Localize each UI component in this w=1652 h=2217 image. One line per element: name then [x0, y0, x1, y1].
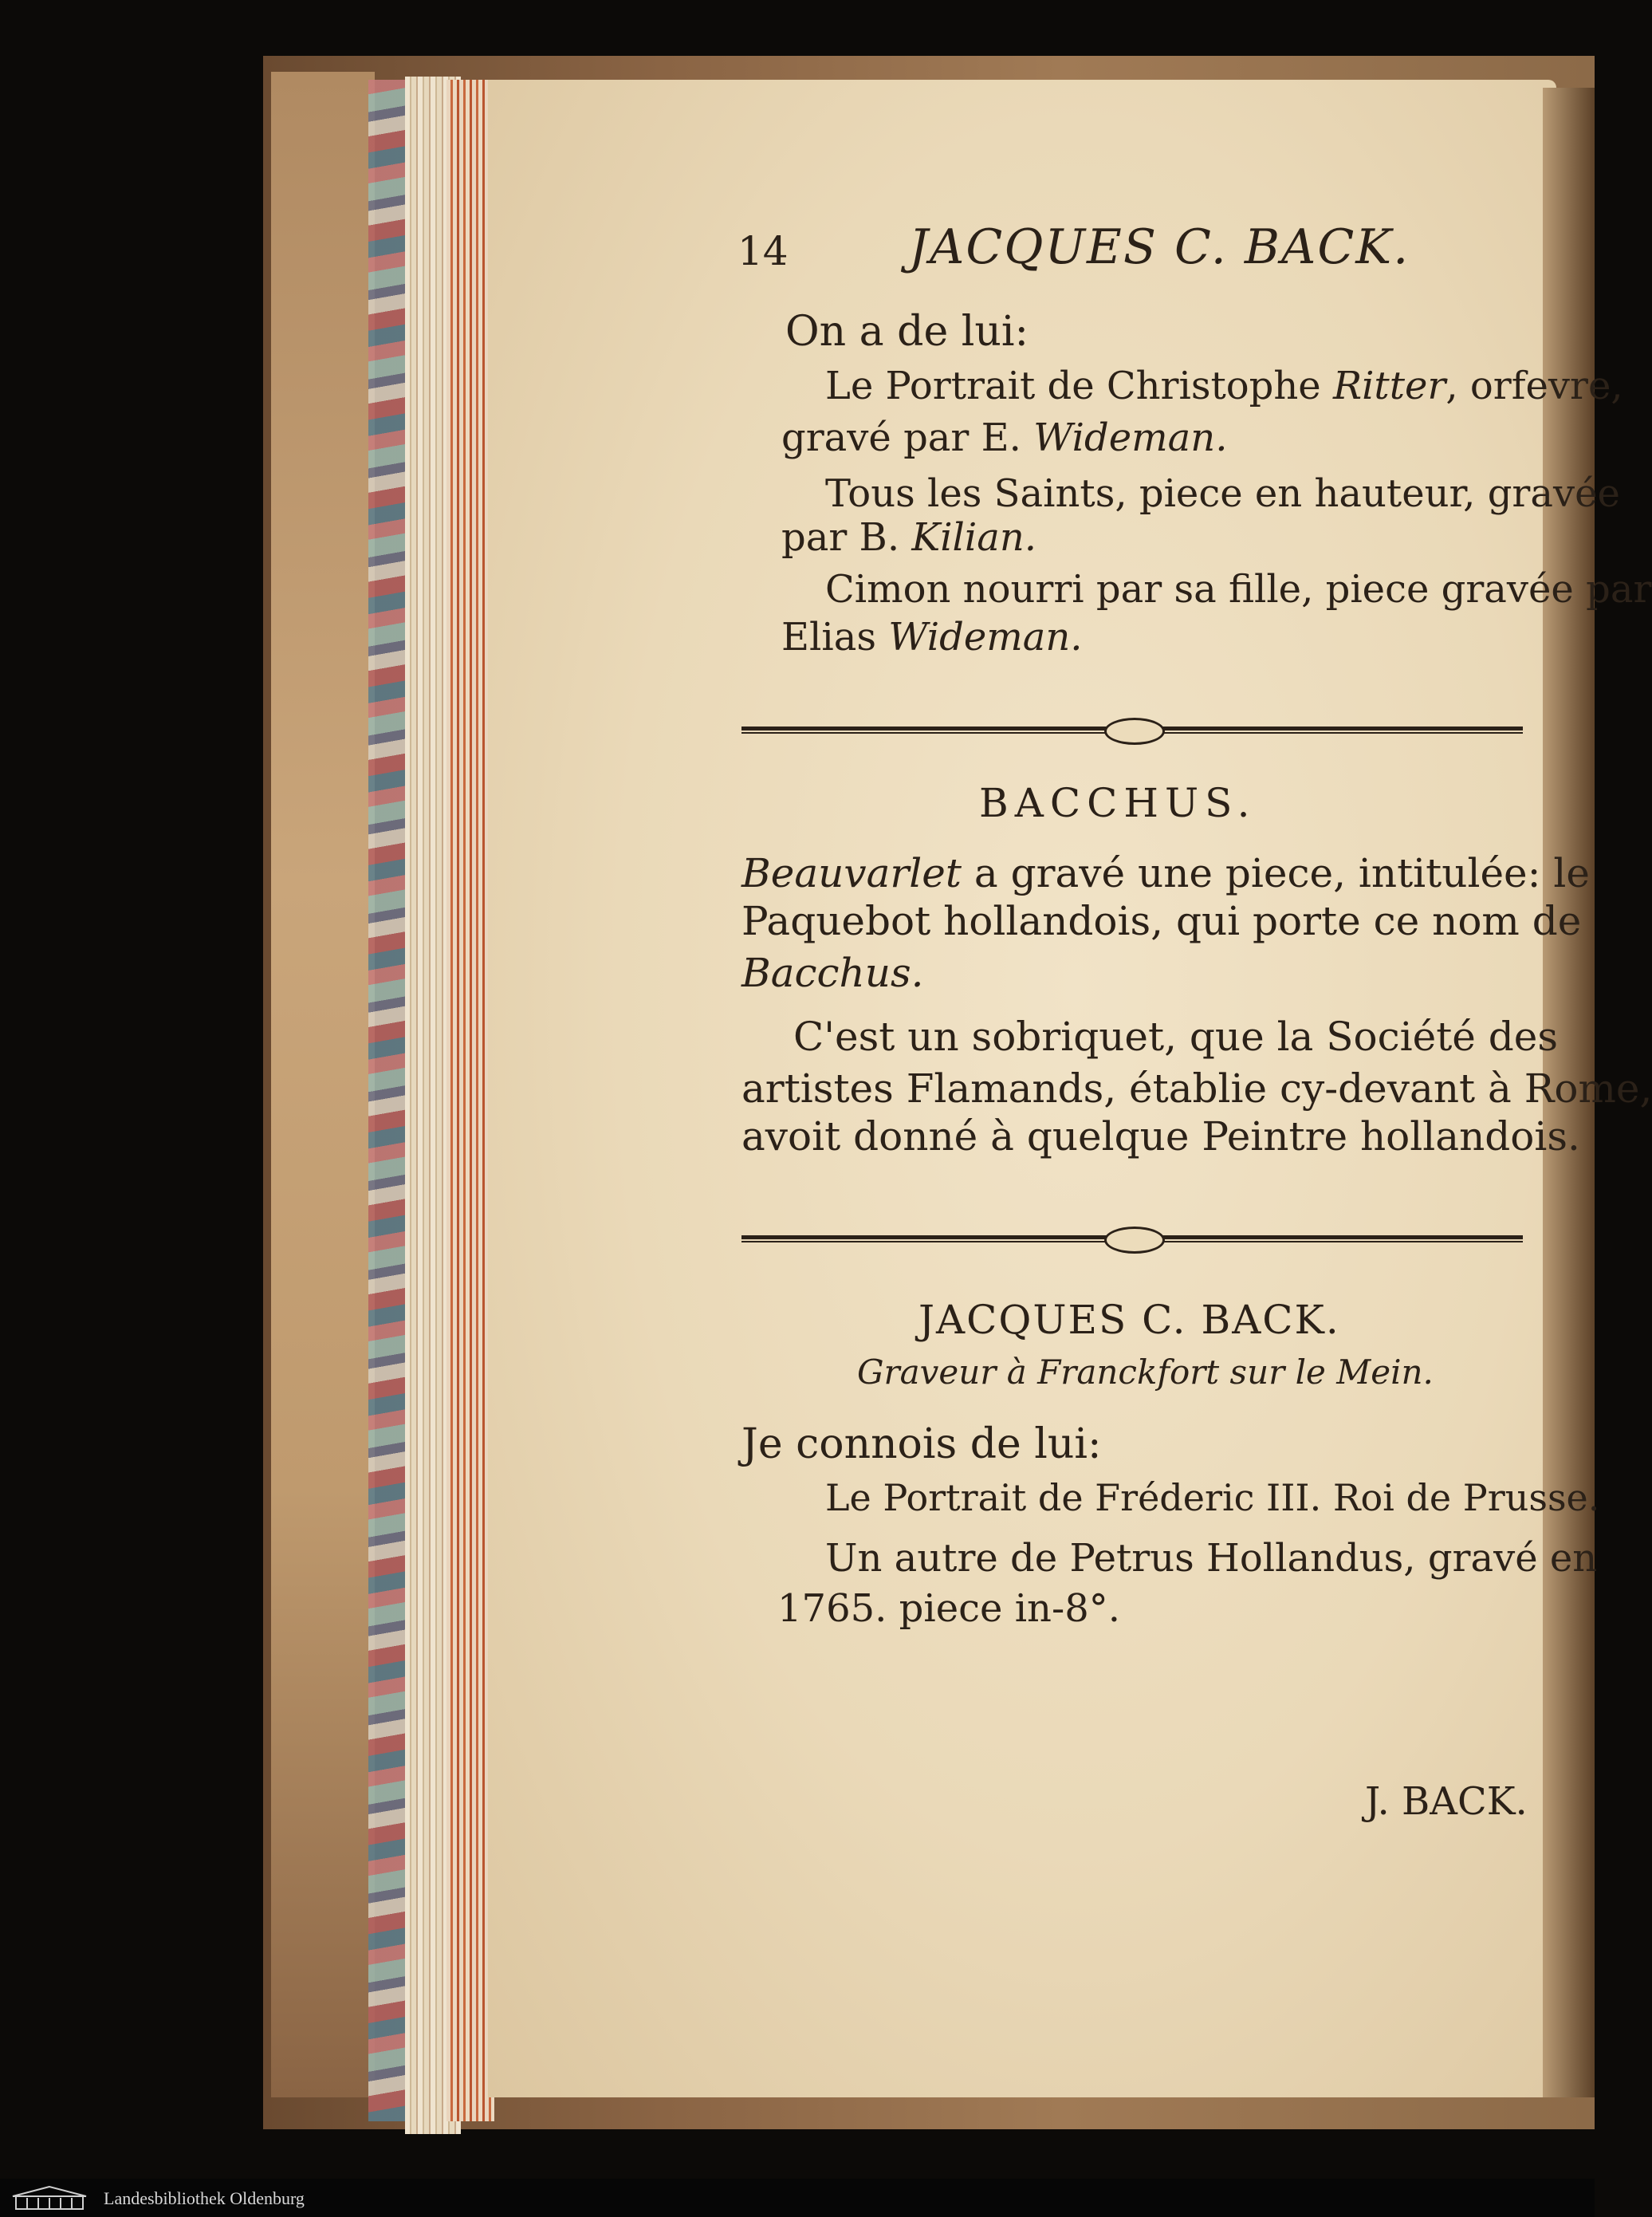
text-span: Beauvarlet	[741, 850, 962, 896]
text-span: , orfevre,	[1446, 364, 1623, 408]
text-span: Un autre de Petrus Hollandus, gravé en	[825, 1536, 1598, 1581]
text-span: Bacchus.	[741, 950, 924, 996]
text-line	[825, 364, 1623, 408]
text-span: C'est un sobriquet, que la Société des	[793, 1014, 1559, 1060]
text-span: 1765. piece in-8°.	[777, 1586, 1120, 1631]
text-span: Le Portrait de Christophe	[825, 364, 1333, 408]
text-line	[781, 615, 1083, 660]
text-span: Kilian.	[911, 515, 1037, 560]
entry-heading: BACCHUS.	[979, 780, 1257, 826]
catchword: J. BACK.	[1365, 1779, 1528, 1824]
text-line	[781, 415, 1228, 460]
text-span: Paquebot hollandois, qui porte ce nom de	[741, 898, 1582, 944]
text-line	[741, 950, 924, 996]
text-line	[781, 515, 1037, 560]
library-footer	[0, 2179, 1595, 2217]
text-line	[793, 1014, 1559, 1060]
text-span: Tous les Saints, piece en hauteur, gravée	[825, 471, 1620, 516]
text-line	[825, 471, 1620, 516]
text-line	[825, 1536, 1598, 1581]
marbled-endpaper	[368, 80, 405, 2121]
text-span: artistes Flamands, établie cy-devant à Rome,	[741, 1065, 1652, 1112]
text-span: a gravé une piece, intitulée: le	[961, 850, 1590, 896]
running-head: JACQUES C. BACK.	[909, 219, 1410, 275]
entry-heading: JACQUES C. BACK.	[918, 1297, 1340, 1343]
text-span: Le Portrait de Fréderic III. Roi de Prusse.	[825, 1476, 1600, 1519]
text-span: Cimon nourri par sa fille, piece gravée par	[825, 567, 1652, 612]
text-span: Wideman.	[1033, 415, 1228, 460]
text-line	[741, 898, 1582, 944]
ornamental-rule	[741, 724, 1523, 735]
text-span: par B.	[781, 515, 912, 560]
library-name: Landesbibliothek Oldenburg	[104, 2188, 305, 2208]
text-span: On a de lui:	[785, 308, 1029, 356]
text-line	[777, 1586, 1120, 1631]
text-span: Elias	[781, 615, 889, 660]
library-building-icon	[10, 2185, 89, 2211]
text-span: Ritter	[1332, 364, 1446, 408]
text-span: gravé par E.	[781, 415, 1034, 460]
red-page-edges	[446, 80, 494, 2121]
text-line	[785, 308, 1029, 356]
text-span: Wideman.	[888, 615, 1083, 660]
text-line	[741, 1420, 1102, 1468]
text-line	[741, 1065, 1652, 1112]
text-line	[741, 1113, 1580, 1160]
text-span: Je connois de lui:	[741, 1420, 1102, 1468]
entry-subheading: Graveur à Franckfort sur le Mein.	[857, 1353, 1434, 1392]
cover-board	[271, 72, 375, 2097]
text-line	[825, 567, 1652, 612]
text-line	[825, 1476, 1600, 1519]
page-number: 14	[738, 228, 789, 274]
ornamental-rule	[741, 1233, 1523, 1244]
text-line	[741, 850, 1590, 896]
text-span: avoit donné à quelque Peintre hollandois.	[741, 1113, 1580, 1160]
